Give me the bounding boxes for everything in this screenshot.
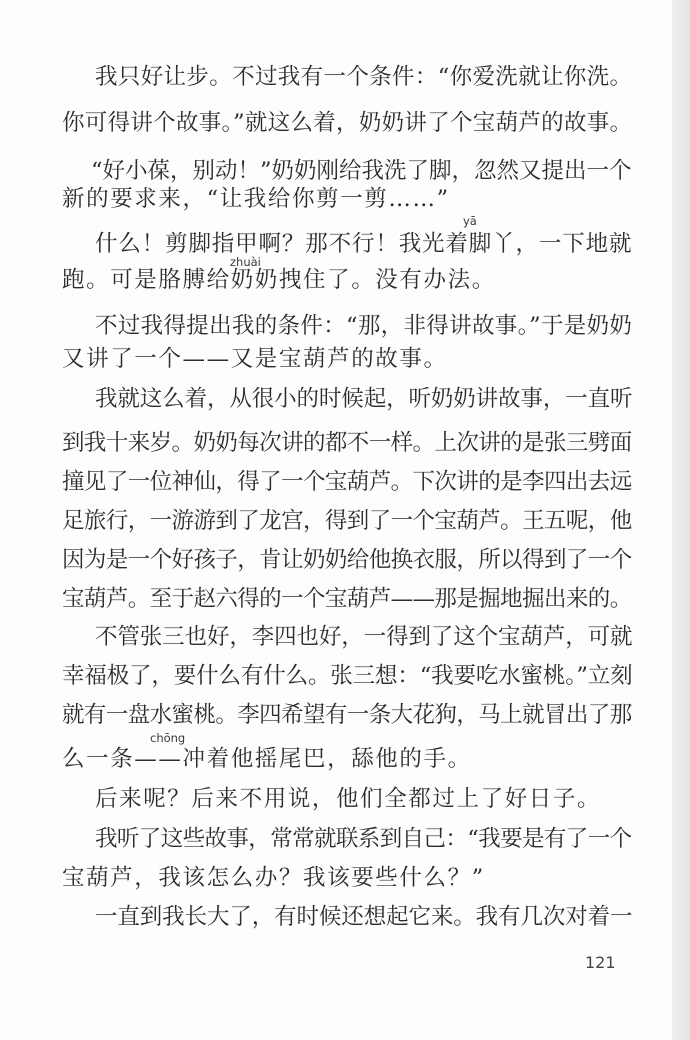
text-line: 你可得讲个故事。”就这么着，奶奶讲了个宝葫芦的故事。 bbox=[62, 110, 633, 136]
page-number: 121 bbox=[585, 953, 616, 972]
text-line: 什么！剪脚指甲啊？那不行！我光着脚丫，一下地就 bbox=[95, 231, 633, 257]
text-line: 不过我得提出我的条件：“那，非得讲故事。”于是奶奶 bbox=[95, 313, 633, 339]
text-line: 我只好让步。不过我有一个条件：“你爱洗就让你洗。 bbox=[95, 64, 633, 90]
pinyin-annotation: yā bbox=[463, 214, 477, 228]
text-line: 我听了这些故事，常常就联系到自己：“我要是有了一个 bbox=[95, 826, 632, 852]
text-line: 一直到我长大了，有时候还想起它来。我有几次对着一 bbox=[95, 904, 633, 930]
text-line: 就有一盘水蜜桃。李四希望有一条大花狗，马上就冒出了那 bbox=[62, 702, 632, 728]
text-line: 足旅行，一游游到了龙宫，得到了一个宝葫芦。王五呢，他 bbox=[62, 508, 632, 534]
text-line: 宝葫芦。至于赵六得的一个宝葫芦——那是掘地掘出来的。 bbox=[62, 586, 632, 612]
text-line: 么一条——冲着他摇尾巴，舔他的手。 bbox=[62, 746, 472, 772]
text-line: 撞见了一位神仙，得了一个宝葫芦。下次讲的是李四出去远 bbox=[62, 469, 632, 495]
page-edge bbox=[672, 0, 690, 1040]
text-line: 又讲了一个——又是宝葫芦的故事。 bbox=[62, 346, 448, 372]
text-line: 不管张三也好，李四也好，一得到了这个宝葫芦，可就 bbox=[95, 624, 633, 650]
pinyin-annotation: chōng bbox=[150, 731, 186, 745]
text-line: 幸福极了，要什么有什么。张三想：“我要吃水蜜桃。”立刻 bbox=[62, 663, 633, 689]
text-line: “好小葆，别动！”奶奶刚给我洗了脚，忽然又提出一个 bbox=[91, 158, 632, 184]
text-line: 后来呢？后来不用说，他们全都过上了好日子。 bbox=[95, 786, 602, 812]
text-line: 到我十来岁。奶奶每次讲的都不一样。上次讲的是张三劈面 bbox=[62, 430, 632, 456]
text-line: 我就这么着，从很小的时候起，听奶奶讲故事，一直听 bbox=[95, 386, 633, 412]
text-line: 宝葫芦，我该怎么办？我该要些什么？” bbox=[62, 865, 485, 891]
text-line: 新的要求来，“让我给你剪一剪……” bbox=[62, 186, 450, 212]
pinyin-annotation: zhuài bbox=[230, 255, 261, 269]
text-line: 因为是一个好孩子，肯让奶奶给他换衣服，所以得到了一个 bbox=[62, 547, 632, 573]
text-line: 跑。可是胳膊给奶奶拽住了。没有办法。 bbox=[62, 267, 496, 293]
